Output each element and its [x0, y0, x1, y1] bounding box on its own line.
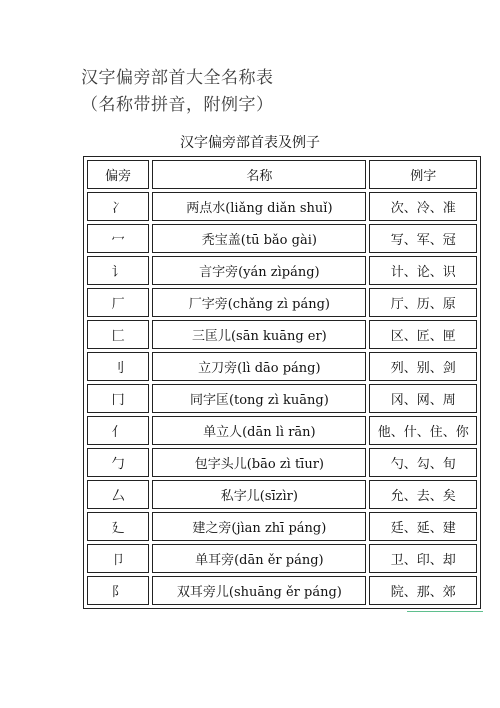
name-cell: 言字旁(yán zìpáng): [152, 256, 366, 285]
header-radical: 偏旁: [87, 160, 149, 189]
examples-cell: 冈、网、周: [369, 384, 477, 413]
examples-cell: 列、别、剑: [369, 352, 477, 381]
table-row: [87, 384, 477, 413]
examples-cell: 允、去、矣: [369, 480, 477, 509]
table-row: [87, 224, 477, 253]
radical-cell: 冫: [87, 192, 149, 221]
table-caption: 汉字偏旁部首表及例子: [180, 135, 320, 151]
radical-cell: 廴: [87, 512, 149, 541]
examples-cell: 院、那、郊: [369, 576, 477, 605]
table-row: [87, 192, 477, 221]
header-name: 名称: [152, 160, 366, 189]
table-row: [87, 320, 477, 349]
document-title: 汉字偏旁部首大全名称表: [81, 68, 274, 88]
radical-cell: 匚: [87, 320, 149, 349]
examples-cell: 次、冷、准: [369, 192, 477, 221]
table-row: [87, 544, 477, 573]
accent-divider-line: [407, 611, 483, 612]
name-cell: 双耳旁儿(shuāng ěr páng): [152, 576, 366, 605]
radical-cell: 卩: [87, 544, 149, 573]
name-cell: 同字匡(tong zì kuāng): [152, 384, 366, 413]
table-row: [87, 576, 477, 605]
table-header-row: [87, 160, 477, 189]
name-cell: 三匡儿(sān kuāng er): [152, 320, 366, 349]
examples-cell: 勺、勾、旬: [369, 448, 477, 477]
radical-cell: 厂: [87, 288, 149, 317]
examples-cell: 区、匠、匣: [369, 320, 477, 349]
radical-cell: 冂: [87, 384, 149, 413]
table-row: [87, 480, 477, 509]
examples-cell: 卫、印、却: [369, 544, 477, 573]
examples-cell: 厅、历、原: [369, 288, 477, 317]
table-row: [87, 288, 477, 317]
name-cell: 秃宝盖(tū bǎo gài): [152, 224, 366, 253]
examples-cell: 写、军、冠: [369, 224, 477, 253]
radical-cell: 冖: [87, 224, 149, 253]
name-cell: 私字儿(sīzìr): [152, 480, 366, 509]
radical-cell: 讠: [87, 256, 149, 285]
examples-cell: 他、什、住、你: [369, 416, 477, 445]
table-row: [87, 352, 477, 381]
name-cell: 建之旁(jìan zhī páng): [152, 512, 366, 541]
examples-cell: 计、论、识: [369, 256, 477, 285]
table-row: [87, 256, 477, 285]
name-cell: 单立人(dān lì rān): [152, 416, 366, 445]
table-row: [87, 448, 477, 477]
examples-cell: 廷、延、建: [369, 512, 477, 541]
document-subtitle: （名称带拼音，附例字）: [81, 95, 274, 115]
table-row: [87, 416, 477, 445]
name-cell: 单耳旁(dān ěr páng): [152, 544, 366, 573]
name-cell: 立刀旁(lì dāo páng): [152, 352, 366, 381]
name-cell: 包字头儿(bāo zì tīur): [152, 448, 366, 477]
radical-cell: 阝: [87, 576, 149, 605]
radical-cell: 刂: [87, 352, 149, 381]
table-row: [87, 512, 477, 541]
radical-cell: 亻: [87, 416, 149, 445]
header-examples: 例字: [369, 160, 477, 189]
radicals-table: [83, 156, 481, 609]
name-cell: 厂字旁(chǎng zì páng): [152, 288, 366, 317]
radical-cell: 厶: [87, 480, 149, 509]
radical-cell: 勹: [87, 448, 149, 477]
name-cell: 两点水(liǎng diǎn shuǐ): [152, 192, 366, 221]
